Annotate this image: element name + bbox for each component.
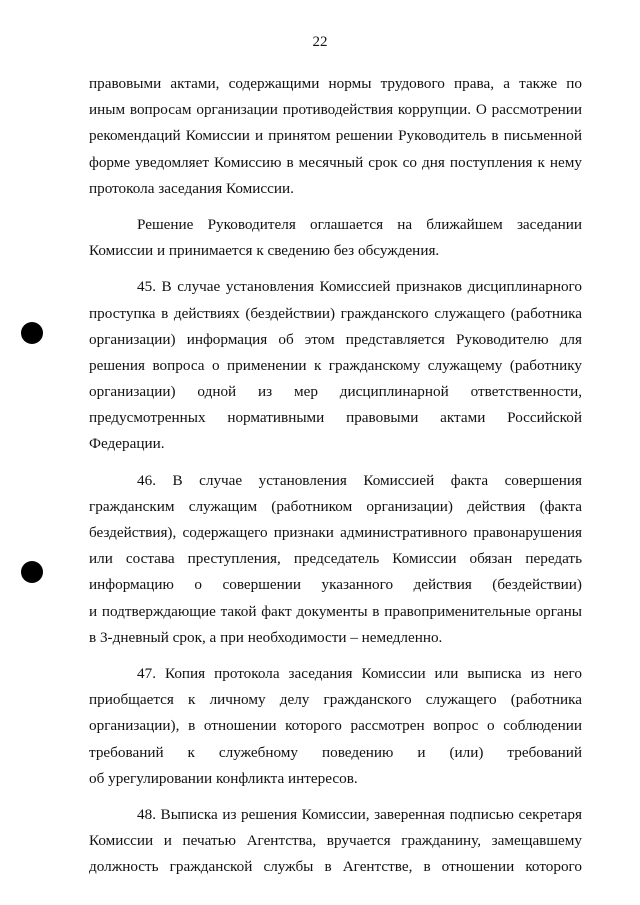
- paragraph-47: [89, 661, 582, 792]
- text-line: 45. В случае установления Комиссией признаков дисциплинарного: [137, 278, 582, 296]
- text-line: 47. Копия протокола заседания Комиссии или выписка из него: [137, 664, 582, 682]
- text-line: предусмотренных нормативными правовыми актами Российской: [89, 409, 582, 427]
- paragraph: [89, 212, 582, 264]
- text-line: Решение Руководителя оглашается на ближайшем заседании: [137, 215, 582, 233]
- text-line: приобщается к личному делу гражданского служащего (работника: [89, 691, 582, 709]
- text-line: проступка в действиях (бездействии) гражданского служащего (работника: [89, 304, 582, 322]
- text-line: гражданским служащим (работником организации) действия (факта: [89, 497, 582, 515]
- paragraph: [89, 71, 582, 202]
- punch-hole: [21, 322, 43, 344]
- text-line: и подтверждающие такой факт документы в правоприменительные органы: [89, 602, 582, 620]
- paragraph-45: [89, 274, 582, 457]
- text-line: должность гражданской службы в Агентстве, в отношении которого: [89, 858, 582, 876]
- text-line: в 3-дневный срок, а при необходимости – немедленно.: [89, 628, 443, 646]
- text-line: протокола заседания Комиссии.: [89, 179, 294, 197]
- text-line: Комиссии и печатью Агентства, вручается гражданину, замещавшему: [89, 832, 582, 850]
- text-line: Федерации.: [89, 435, 165, 453]
- text-line: требований к служебному поведению и (или) требований: [89, 743, 582, 761]
- paragraph-46: [89, 468, 582, 651]
- page-number: 22: [312, 34, 328, 50]
- text-line: об урегулировании конфликта интересов.: [89, 769, 358, 787]
- text-line: или состава преступления, председатель Комиссии обязан передать: [89, 550, 582, 568]
- text-line: правовыми актами, содержащими нормы трудового права, а также по: [89, 75, 582, 92]
- text-line: рекомендаций Комиссии и принятом решении Руководитель в письменной: [89, 127, 582, 145]
- text-line: решения вопроса о применении к гражданскому служащему (работнику: [89, 356, 582, 374]
- text-line: организации), в отношении которого рассмотрен вопрос о соблюдении: [89, 717, 582, 735]
- text-line: организации) одной из мер дисциплинарной ответственности,: [89, 383, 582, 401]
- paragraph-48: [89, 802, 582, 881]
- text-line: Комиссии и принимается к сведению без обсуждения.: [89, 242, 440, 260]
- text-line: 48. Выписка из решения Комиссии, заверенная подписью секретаря: [137, 805, 582, 823]
- text-line: бездействия), содержащего признаки административного правонарушения: [89, 524, 582, 541]
- document-body: [89, 71, 582, 880]
- text-line: информацию о совершении указанного действия (бездействии): [89, 576, 582, 594]
- punch-hole: [21, 561, 43, 583]
- text-line: 46. В случае установления Комиссией факта совершения: [137, 471, 582, 489]
- text-line: иным вопросам организации противодействия коррупции. О рассмотрении: [89, 101, 582, 119]
- text-line: форме уведомляет Комиссию в месячный срок со дня поступления к нему: [89, 153, 582, 171]
- text-line: организации) информация об этом представляется Руководителю для: [89, 330, 582, 348]
